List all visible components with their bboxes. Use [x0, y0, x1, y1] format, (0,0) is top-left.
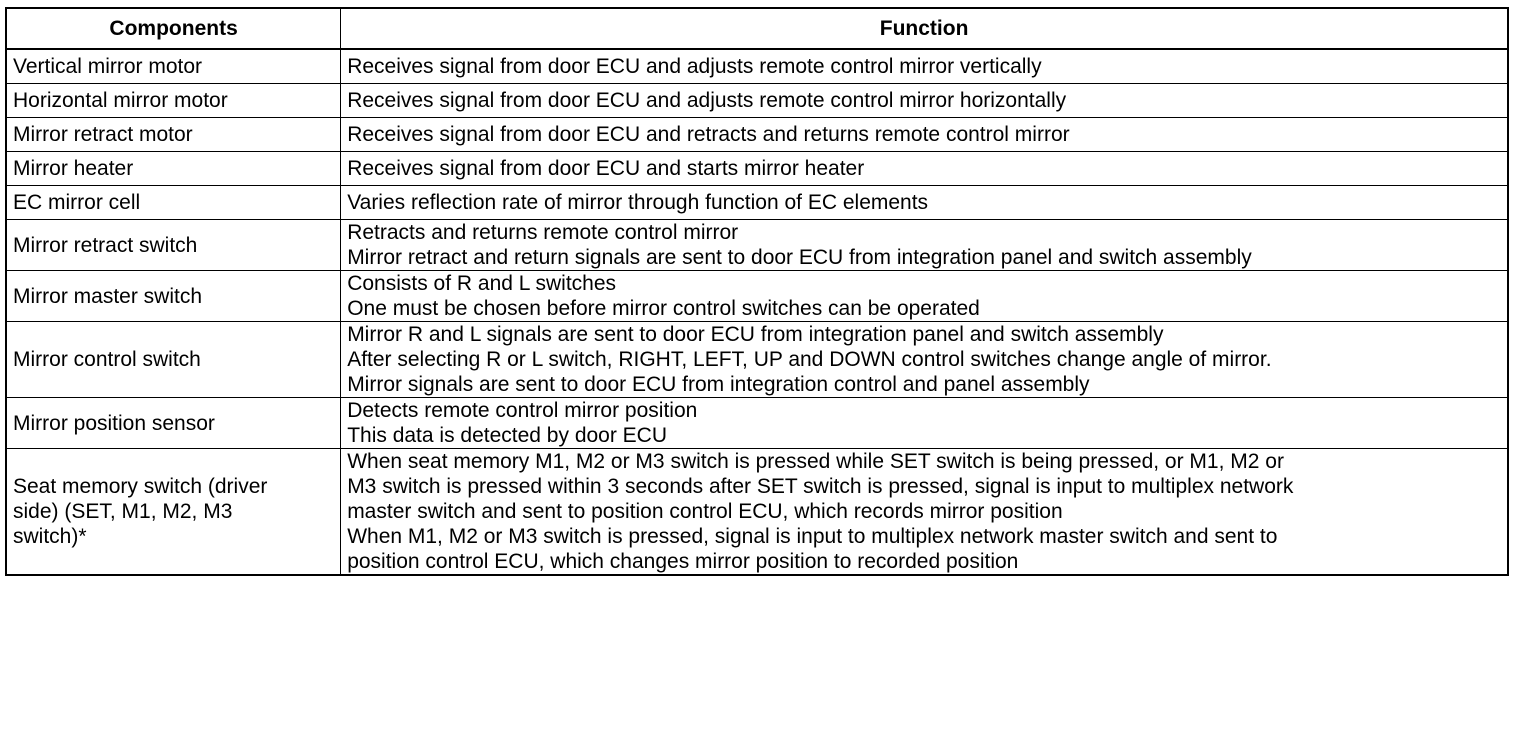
component-text: Horizontal mirror motor — [13, 89, 228, 112]
component-text: Mirror master switch — [13, 284, 203, 308]
function-cell — [341, 84, 1508, 118]
table-row — [6, 449, 1508, 576]
component-cell — [6, 118, 341, 152]
function-text: When seat memory M1, M2 or M3 switch is pressed while SET switch is being pressed, or M1, M2 or — [347, 450, 1284, 473]
table-row — [6, 118, 1508, 152]
component-cell — [6, 220, 341, 271]
function-cell — [341, 449, 1508, 576]
component-cell — [6, 271, 341, 322]
function-cell — [341, 220, 1508, 271]
function-text: When M1, M2 or M3 switch is pressed, signal is input to multiplex network master switch and sent to — [347, 525, 1278, 548]
component-cell — [6, 84, 341, 118]
component-text: Mirror retract motor — [13, 123, 193, 146]
function-cell — [341, 49, 1508, 84]
header-components: Components — [6, 8, 341, 49]
function-cell — [341, 118, 1508, 152]
table-row — [6, 49, 1508, 84]
component-cell — [6, 322, 341, 398]
component-text: Mirror retract switch — [13, 233, 198, 257]
component-text: side) (SET, M1, M2, M3 — [13, 500, 233, 523]
function-text: Mirror retract and return signals are sent to door ECU from integration panel and switch assembly — [347, 246, 1252, 269]
component-cell — [6, 398, 341, 449]
function-text: master switch and sent to position control ECU, which records mirror position — [347, 500, 1063, 523]
function-text: Consists of R and L switches — [347, 272, 617, 295]
table-row — [6, 186, 1508, 220]
components-function-table — [5, 7, 1509, 576]
component-text: switch)* — [13, 525, 87, 548]
function-text: Mirror R and L signals are sent to door ECU from integration panel and switch assembly — [347, 323, 1164, 346]
function-text: Detects remote control mirror position — [347, 399, 698, 422]
component-text: Mirror heater — [13, 157, 134, 180]
function-text: M3 switch is pressed within 3 seconds after SET switch is pressed, signal is input to multiplex network — [347, 475, 1294, 498]
component-cell — [6, 49, 341, 84]
function-text: Receives signal from door ECU and adjusts remote control mirror vertically — [347, 55, 1042, 78]
table-row — [6, 84, 1508, 118]
header-row — [6, 8, 1508, 49]
component-text: Mirror position sensor — [13, 411, 215, 435]
table-row — [6, 398, 1508, 449]
function-text: One must be chosen before mirror control switches can be operated — [347, 297, 980, 320]
function-text: After selecting R or L switch, RIGHT, LEFT, UP and DOWN control switches change angle of mirror. — [347, 348, 1272, 371]
function-cell — [341, 152, 1508, 186]
function-text: Receives signal from door ECU and adjusts remote control mirror horizontally — [347, 89, 1067, 112]
table-row — [6, 322, 1508, 398]
table-row — [6, 271, 1508, 322]
component-cell — [6, 449, 341, 576]
component-text: Mirror control switch — [13, 348, 201, 371]
component-text: EC mirror cell — [13, 191, 141, 214]
function-cell — [341, 271, 1508, 322]
function-cell — [341, 186, 1508, 220]
function-text: Receives signal from door ECU and starts mirror heater — [347, 157, 865, 180]
function-text: This data is detected by door ECU — [347, 424, 668, 447]
component-text: Seat memory switch (driver — [13, 475, 268, 498]
function-cell — [341, 398, 1508, 449]
function-text: position control ECU, which changes mirror position to recorded position — [347, 550, 1019, 573]
table-row — [6, 152, 1508, 186]
table-row — [6, 220, 1508, 271]
function-text: Mirror signals are sent to door ECU from integration control and panel assembly — [347, 373, 1090, 396]
function-text: Varies reflection rate of mirror through function of EC elements — [347, 191, 929, 214]
function-cell — [341, 322, 1508, 398]
component-text: Vertical mirror motor — [13, 55, 203, 78]
component-cell — [6, 186, 341, 220]
function-text: Retracts and returns remote control mirror — [347, 221, 739, 244]
header-function: Function — [341, 8, 1508, 49]
function-text: Receives signal from door ECU and retracts and returns remote control mirror — [347, 123, 1070, 146]
component-cell — [6, 152, 341, 186]
